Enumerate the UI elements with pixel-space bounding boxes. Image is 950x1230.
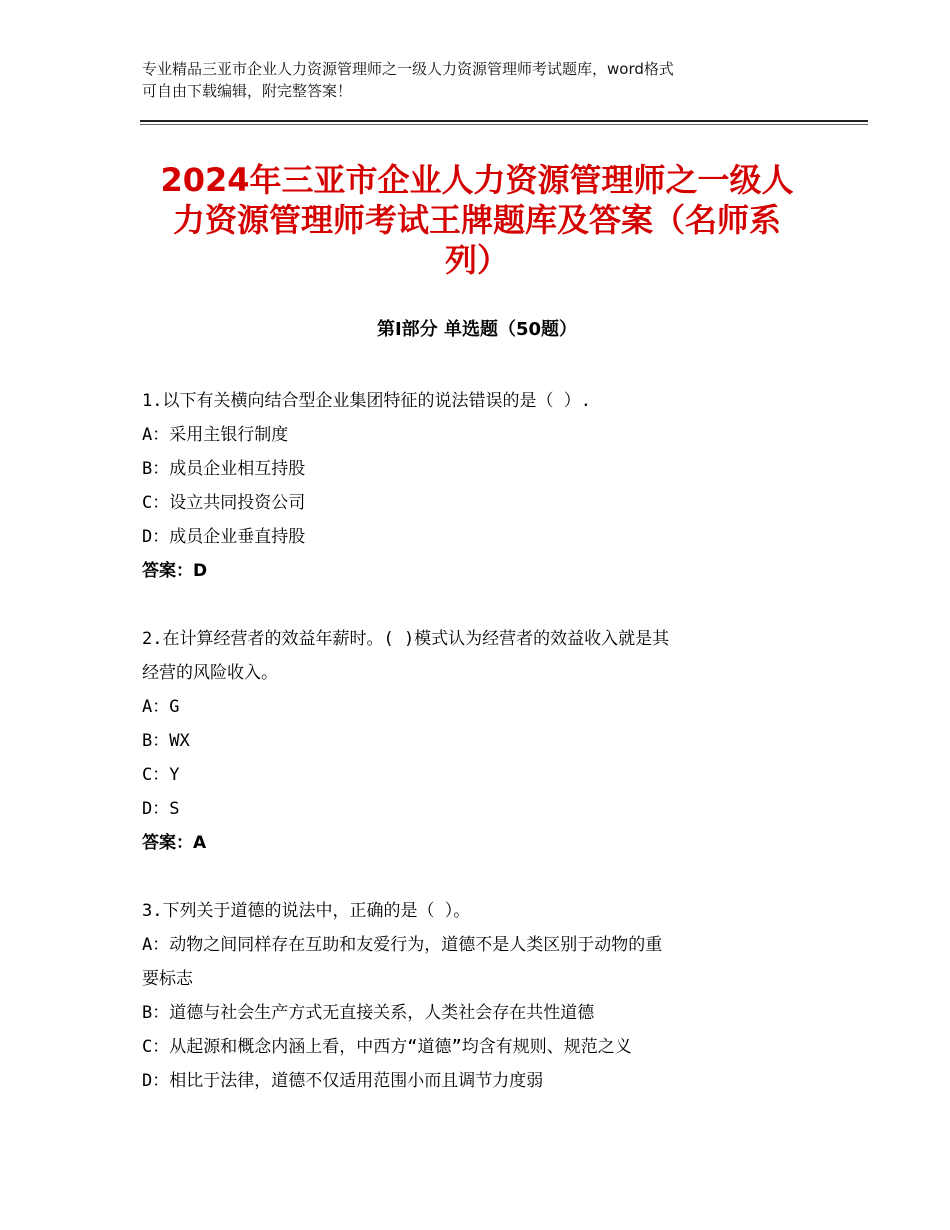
title-line-2: 力资源管理师考试王牌题库及答案（名师系	[172, 201, 781, 239]
option-c: C：从起源和概念内涵上看，中西方“道德”均含有规则、规范之义	[142, 1037, 632, 1057]
header-divider	[140, 120, 868, 126]
option-a-line-1: A：动物之间同样存在互助和友爱行为，道德不是人类区别于动物的重	[142, 935, 663, 955]
header-divider-thick	[140, 120, 868, 122]
question-1	[142, 384, 812, 588]
question-text: 3.下列关于道德的说法中，正确的是（ ）。	[142, 901, 471, 921]
answer: 答案：A	[142, 833, 207, 853]
section-title: 第Ⅰ部分 单选题（50题）	[376, 319, 577, 340]
option-d: D：成员企业垂直持股	[142, 527, 306, 547]
option-c: C：设立共同投资公司	[142, 493, 306, 513]
option-c: C：Y	[142, 765, 180, 785]
document-title	[142, 160, 812, 280]
answer: 答案：D	[142, 561, 208, 581]
question-text: 1.以下有关横向结合型企业集团特征的说法错误的是（ ）.	[142, 391, 591, 411]
question-list	[142, 384, 812, 1132]
header-line-1: 专业精品三亚市企业人力资源管理师之一级人力资源管理师考试题库，word格式	[142, 60, 674, 78]
option-a-line-2: 要标志	[142, 969, 193, 989]
question-text-line-1: 2.在计算经营者的效益年薪时。( )模式认为经营者的效益收入就是其	[142, 629, 670, 649]
title-line-1: 2024年三亚市企业人力资源管理师之一级人	[160, 161, 794, 199]
header-divider-thin	[140, 124, 868, 125]
option-b: B：WX	[142, 731, 190, 751]
question-2	[142, 622, 812, 860]
page-header	[142, 58, 822, 102]
option-b: B：道德与社会生产方式无直接关系，人类社会存在共性道德	[142, 1003, 595, 1023]
option-a: A：G	[142, 697, 180, 717]
option-d: D：相比于法律，道德不仅适用范围小而且调节力度弱	[142, 1071, 544, 1091]
option-a: A：采用主银行制度	[142, 425, 289, 445]
option-b: B：成员企业相互持股	[142, 459, 306, 479]
title-line-3: 列）	[444, 241, 509, 279]
question-text-line-2: 经营的风险收入。	[142, 663, 278, 683]
question-3	[142, 894, 812, 1098]
option-d: D：S	[142, 799, 180, 819]
header-line-2: 可自由下载编辑，附完整答案！	[142, 82, 353, 100]
